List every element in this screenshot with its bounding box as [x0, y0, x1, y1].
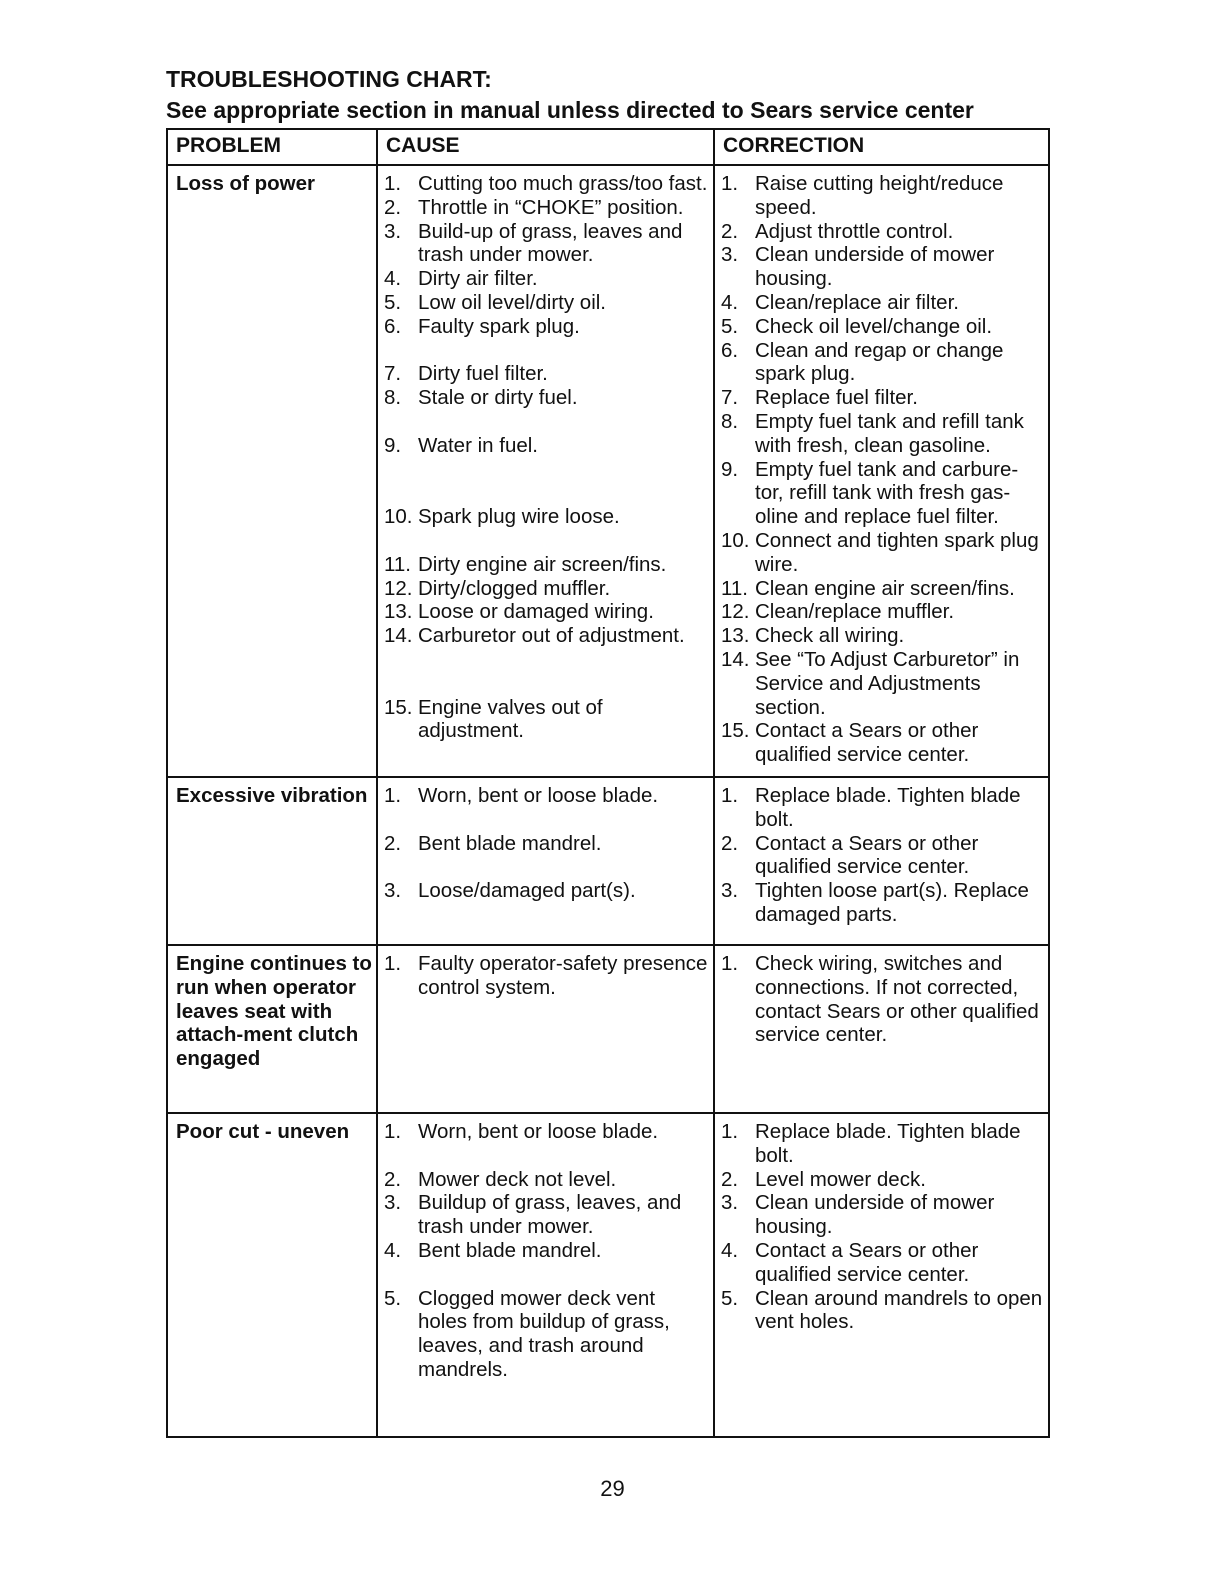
item-number: 13. — [721, 624, 750, 648]
list-item — [721, 315, 1044, 339]
item-number: 12. — [721, 600, 750, 624]
item-number: 13. — [384, 600, 413, 624]
item-text: Clean underside of mower housing. — [755, 1191, 995, 1239]
table-row — [167, 1113, 1049, 1437]
column-header-correction: CORRECTION — [714, 129, 1049, 165]
item-text: Empty fuel tank and refill tank with fresh, clean gasoline. — [755, 409, 1024, 457]
item-number: 3. — [384, 1191, 402, 1215]
item-number: 1. — [721, 784, 739, 807]
list-item — [384, 577, 709, 601]
item-text: Contact a Sears or other qualified service center. — [755, 1238, 979, 1286]
item-text: Clean and regap or change spark plug. — [755, 338, 1004, 386]
list-item — [384, 553, 709, 577]
problem-cell: Loss of power — [167, 165, 377, 777]
list-item — [384, 1168, 709, 1192]
item-number: 1. — [384, 1120, 402, 1143]
item-text: Worn, bent or loose blade. — [418, 1120, 659, 1143]
list-item — [721, 648, 1044, 719]
item-text: Adjust throttle control. — [755, 219, 954, 243]
table-row — [167, 777, 1049, 945]
list-item — [721, 386, 1044, 410]
item-number: 2. — [384, 1167, 402, 1191]
list-item — [384, 172, 709, 196]
list-item — [384, 1191, 709, 1239]
list-item — [384, 952, 709, 1000]
item-text: Spark plug wire loose. — [418, 505, 620, 529]
item-number: 1. — [384, 172, 402, 195]
item-number: 6. — [384, 314, 402, 338]
list-item — [384, 879, 709, 903]
item-text: Contact a Sears or other qualified service center. — [755, 719, 979, 767]
item-text: Mower deck not level. — [418, 1167, 617, 1191]
table-header-row — [167, 129, 1049, 165]
item-text: Replace blade. Tighten blade bolt. — [755, 784, 1021, 831]
list-item — [721, 952, 1044, 1047]
item-number: 9. — [721, 457, 739, 481]
list-item — [721, 1168, 1044, 1192]
item-number: 12. — [384, 576, 413, 600]
item-text: Buildup of grass, leaves, and trash under mower. — [418, 1191, 682, 1239]
item-text: Low oil level/dirty oil. — [418, 290, 606, 314]
item-text: Replace fuel filter. — [755, 386, 918, 410]
item-number: 1. — [384, 952, 402, 975]
item-text: Replace blade. Tighten blade bolt. — [755, 1120, 1021, 1167]
list-item — [721, 458, 1044, 529]
item-text: See “To Adjust Carburetor” in Service and Adjustments section. — [755, 647, 1020, 719]
item-number: 3. — [721, 879, 739, 903]
item-number: 8. — [384, 386, 402, 410]
list-item — [384, 1239, 709, 1263]
item-number: 2. — [384, 831, 402, 855]
list-item — [721, 1287, 1044, 1335]
item-text: Raise cutting height/reduce speed. — [755, 172, 1004, 219]
cause-cell — [377, 165, 714, 777]
item-number: 10. — [721, 528, 750, 552]
item-number: 10. — [384, 505, 413, 529]
column-header-cause: CAUSE — [377, 129, 714, 165]
item-text: Clean/replace muffler. — [755, 600, 955, 624]
correction-cell — [714, 1113, 1049, 1437]
list-item — [384, 291, 709, 315]
item-text: Loose or damaged wiring. — [418, 600, 654, 624]
cause-cell — [377, 945, 714, 1113]
list-item — [384, 832, 709, 856]
item-number: 5. — [721, 314, 739, 338]
item-text: Cutting too much grass/too fast. — [418, 172, 708, 195]
problem-cell: Excessive vibration — [167, 777, 377, 945]
item-number: 7. — [721, 386, 739, 410]
item-text: Connect and tighten spark plug wire. — [755, 528, 1039, 576]
item-number: 1. — [721, 1120, 739, 1143]
item-text: Clean around mandrels to open vent holes. — [755, 1286, 1043, 1334]
troubleshooting-table — [166, 128, 1050, 1438]
chart-subtitle: See appropriate section in manual unless directed to Sears service center — [166, 97, 974, 123]
item-text: Bent blade mandrel. — [418, 831, 602, 855]
item-number: 11. — [721, 576, 748, 600]
list-item — [384, 196, 709, 220]
list-item — [384, 362, 709, 386]
item-number: 5. — [384, 1286, 402, 1310]
chart-title: TROUBLESHOOTING CHART: — [166, 66, 492, 92]
item-text: Empty fuel tank and carbure-tor, refill tank with fresh gas-oline and replace fuel filter. — [755, 457, 1019, 529]
item-number: 4. — [721, 1238, 739, 1262]
item-text: Contact a Sears or other qualified service center. — [755, 831, 979, 879]
item-number: 9. — [384, 433, 402, 457]
list-item — [384, 505, 709, 529]
correction-cell — [714, 945, 1049, 1113]
item-text: Check all wiring. — [755, 624, 905, 648]
problem-cell: Poor cut - uneven — [167, 1113, 377, 1437]
item-text: Faulty spark plug. — [418, 314, 580, 338]
item-text: Worn, bent or loose blade. — [418, 784, 659, 807]
correction-cell — [714, 165, 1049, 777]
table-body — [167, 165, 1049, 1437]
item-number: 2. — [721, 831, 739, 855]
item-text: Engine valves out of adjustment. — [418, 695, 603, 743]
item-number: 5. — [721, 1286, 739, 1310]
list-item — [384, 315, 709, 339]
item-text: Dirty engine air screen/fins. — [418, 552, 667, 576]
list-item — [721, 600, 1044, 624]
list-item — [721, 529, 1044, 577]
list-item — [384, 624, 709, 648]
item-number: 14. — [384, 624, 413, 648]
list-item — [721, 832, 1044, 880]
item-text: Stale or dirty fuel. — [418, 386, 578, 410]
list-item — [721, 291, 1044, 315]
list-item — [384, 386, 709, 410]
item-number: 3. — [384, 879, 402, 903]
list-item — [721, 220, 1044, 244]
item-number: 3. — [384, 219, 402, 243]
item-number: 5. — [384, 290, 402, 314]
item-number: 3. — [721, 243, 739, 267]
item-number: 3. — [721, 1191, 739, 1215]
item-text: Dirty air filter. — [418, 267, 538, 291]
cause-cell — [377, 1113, 714, 1437]
item-number: 15. — [721, 719, 750, 743]
list-item — [384, 600, 709, 624]
list-item — [721, 339, 1044, 387]
item-text: Dirty/clogged muffler. — [418, 576, 611, 600]
item-number: 4. — [384, 1238, 402, 1262]
item-text: Water in fuel. — [418, 433, 539, 457]
list-item — [721, 410, 1044, 458]
item-text: Loose/damaged part(s). — [418, 879, 636, 903]
item-text: Faulty operator-safety presence control system. — [418, 952, 708, 999]
item-text: Dirty fuel filter. — [418, 362, 548, 386]
column-header-problem: PROBLEM — [167, 129, 377, 165]
list-item — [721, 719, 1044, 767]
item-text: Carburetor out of adjustment. — [418, 624, 685, 648]
list-item — [721, 243, 1044, 291]
list-item — [721, 784, 1044, 832]
list-item — [721, 1239, 1044, 1287]
list-item — [384, 696, 709, 744]
list-item — [721, 879, 1044, 927]
item-number: 15. — [384, 695, 413, 719]
item-number: 11. — [384, 552, 411, 576]
item-number: 8. — [721, 409, 739, 433]
list-item — [721, 1191, 1044, 1239]
item-text: Bent blade mandrel. — [418, 1238, 602, 1262]
problem-cell: Engine continues to run when operator leaves seat with attach-ment clutch engaged — [167, 945, 377, 1113]
item-text: Clogged mower deck vent holes from buildup of grass, leaves, and trash around mandrels. — [418, 1286, 670, 1381]
correction-cell — [714, 777, 1049, 945]
item-text: Level mower deck. — [755, 1167, 926, 1191]
item-number: 1. — [721, 952, 739, 975]
list-item — [384, 220, 709, 268]
list-item — [721, 172, 1044, 220]
item-text: Clean engine air screen/fins. — [755, 576, 1015, 600]
item-number: 4. — [384, 267, 402, 291]
list-item — [384, 1287, 709, 1382]
item-number: 2. — [384, 195, 402, 219]
list-item — [384, 434, 709, 458]
list-item — [384, 784, 709, 808]
list-item — [384, 1120, 709, 1144]
list-item — [384, 267, 709, 291]
item-number: 4. — [721, 290, 739, 314]
page-number: 29 — [600, 1476, 625, 1501]
list-item — [721, 577, 1044, 601]
item-number: 2. — [721, 1167, 739, 1191]
item-number: 1. — [721, 172, 739, 195]
item-number: 7. — [384, 362, 402, 386]
item-text: Clean/replace air filter. — [755, 290, 959, 314]
list-item — [721, 1120, 1044, 1168]
item-text: Build-up of grass, leaves and trash under mower. — [418, 219, 683, 267]
item-number: 1. — [384, 784, 402, 807]
table-row — [167, 945, 1049, 1113]
table-row — [167, 165, 1049, 777]
item-text: Throttle in “CHOKE” position. — [418, 195, 684, 219]
item-number: 2. — [721, 219, 739, 243]
item-number: 14. — [721, 647, 750, 671]
item-text: Check wiring, switches and connections. If not corrected, contact Sears or other qualified service center. — [755, 952, 1039, 1047]
item-text: Clean underside of mower housing. — [755, 243, 995, 291]
list-item — [721, 624, 1044, 648]
item-text: Tighten loose part(s). Replace damaged parts. — [755, 879, 1029, 926]
item-text: Check oil level/change oil. — [755, 314, 993, 338]
item-number: 6. — [721, 338, 739, 362]
cause-cell — [377, 777, 714, 945]
